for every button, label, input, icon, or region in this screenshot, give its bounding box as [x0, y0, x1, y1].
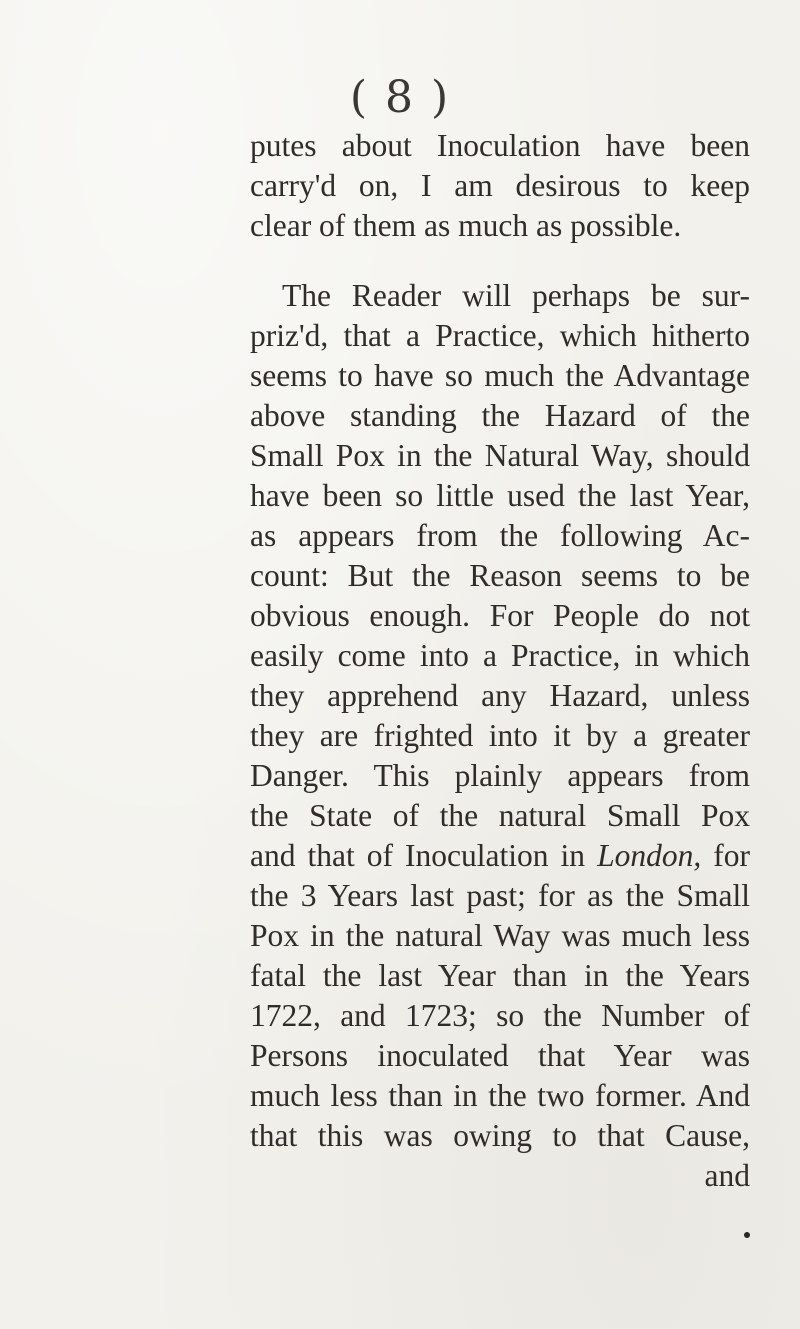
text-line: count: But the Reason seems to be — [250, 558, 750, 593]
text-line: the 3 Years last past; for as the Small — [250, 878, 750, 913]
italic-place-name: London, — [597, 838, 702, 873]
text-line: easily come into a Practice, in which — [250, 638, 750, 673]
text-line: seems to have so much the Advantage — [250, 358, 750, 393]
text-line: as appears from the following Ac- — [250, 518, 750, 553]
text-line: The Reader will perhaps be sur- — [282, 278, 750, 313]
text-line-with-italic — [250, 836, 750, 876]
text-line: Danger. This plainly appears from — [250, 758, 750, 793]
text-line: Persons inoculated that Year was — [250, 1038, 750, 1073]
text-line: priz'd, that a Practice, which hitherto — [250, 318, 750, 353]
text-line: carry'd on, I am desirous to keep — [250, 168, 750, 203]
page-number: ( 8 ) — [349, 72, 451, 123]
text-line: Small Pox in the Natural Way, should — [250, 438, 750, 473]
text-line: that this was owing to that Cause, — [250, 1118, 750, 1153]
ink-speck — [744, 1232, 750, 1238]
text-line: the State of the natural Small Pox — [250, 798, 750, 833]
text-line: above standing the Hazard of the — [250, 398, 750, 433]
text-line: fatal the last Year than in the Years — [250, 958, 750, 993]
text-line: putes about Inoculation have been — [250, 128, 750, 163]
text-line: 1722, and 1723; so the Number of — [250, 998, 750, 1033]
text-segment: for — [701, 838, 750, 873]
text-line: much less than in the two former. And — [250, 1078, 750, 1113]
text-line: Pox in the natural Way was much less — [250, 918, 750, 953]
text-line: have been so little used the last Year, — [250, 478, 750, 513]
text-line: obvious enough. For People do not — [250, 598, 750, 633]
paragraph-gap — [250, 246, 750, 276]
body-text — [250, 126, 750, 1196]
text-line: clear of them as much as possible. — [250, 208, 682, 243]
catchword: and — [704, 1158, 750, 1193]
text-line: they apprehend any Hazard, unless — [250, 678, 750, 713]
text-line: they are frighted into it by a greater — [250, 718, 750, 753]
text-segment: and that of Inoculation in — [250, 838, 586, 873]
